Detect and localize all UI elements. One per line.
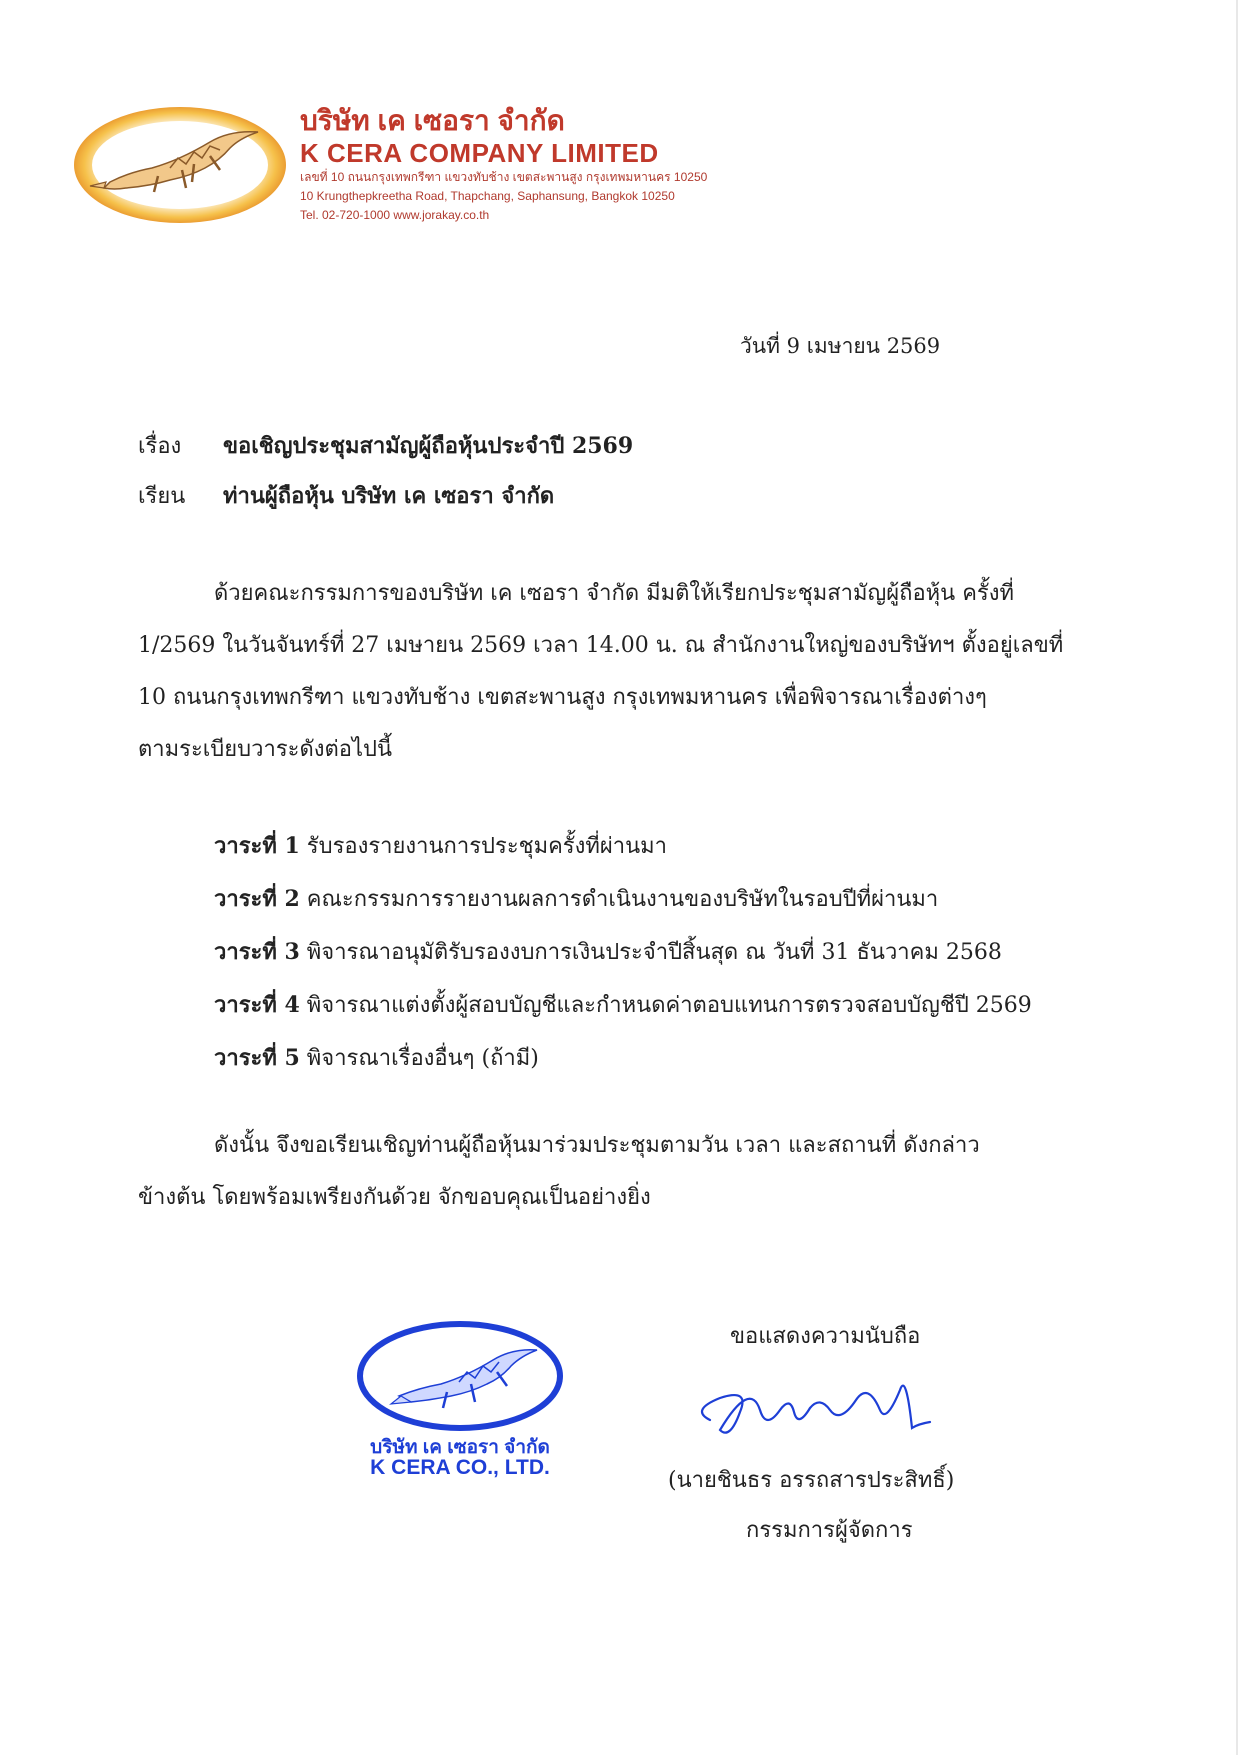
agenda-item: [214, 1032, 1032, 1085]
address-th: เลขที่ 10 ถนนกรุงเทพกรีฑา แขวงทับช้าง เขตสะพานสูง กรุงเทพมหานคร 10250: [300, 170, 708, 184]
agenda-item: [214, 873, 1032, 926]
crocodile-logo-icon: [70, 102, 290, 228]
letter-date: วันที่ 9 เมษายน 2569: [740, 334, 941, 358]
body-paragraph: [138, 568, 1076, 776]
contact-info: Tel. 02-720-1000 www.jorakay.co.th: [300, 208, 490, 222]
signer-name: (นายชินธร อรรถสารประสิทธิ์): [668, 1468, 955, 1493]
agenda-item: [214, 926, 1032, 979]
agenda-text: พิจารณาอนุมัติรับรองงบการเงินประจำปีสิ้นสุด ณ วันที่ 31 ธันวาคม 2568: [299, 940, 1002, 965]
agenda-text: รับรองรายงานการประชุมครั้งที่ผ่านมา: [299, 834, 667, 859]
body-line: ตามระเบียบวาระดังต่อไปนี้: [138, 737, 393, 762]
agenda-number: วาระที่ 4: [214, 992, 300, 1018]
subject-label: เรื่อง: [138, 434, 182, 459]
body-line: ด้วยคณะกรรมการของบริษัท เค เซอรา จำกัด มีมติให้เรียกประชุมสามัญผู้ถือหุ้น ครั้งที่: [214, 581, 1014, 606]
recipient-row: [138, 478, 554, 513]
address-en: 10 Krungthepkreetha Road, Thapchang, Saphansung, Bangkok 10250: [300, 189, 675, 203]
agenda-number: วาระที่ 2: [214, 886, 300, 912]
body-line: 1/2569 ในวันจันทร์ที่ 27 เมษายน 2569 เวลา 14.00 น. ณ สำนักงานใหญ่ของบริษัทฯ ตั้งอยู่เลขที่: [138, 633, 1064, 658]
conclusion-line: ดังนั้น จึงขอเรียนเชิญท่านผู้ถือหุ้นมาร่วมประชุมตามวัน เวลา และสถานที่ ดังกล่าว: [214, 1133, 980, 1158]
conclusion-paragraph: [138, 1120, 1076, 1224]
subject-value: ขอเชิญประชุมสามัญผู้ถือหุ้นประจำปี 2569: [223, 433, 634, 459]
agenda-text: พิจารณาแต่งตั้งผู้สอบบัญชีและกำหนดค่าตอบแทนการตรวจสอบบัญชีปี 2569: [299, 993, 1032, 1018]
letterhead-company: [300, 104, 707, 225]
agenda-text: คณะกรรมการรายงานผลการดำเนินงานของบริษัทในรอบปีที่ผ่านมา: [299, 887, 939, 912]
agenda-list: [214, 820, 1032, 1085]
subject-row: [138, 428, 633, 463]
handwritten-signature: [680, 1350, 950, 1460]
company-stamp: [355, 1320, 565, 1480]
recipient-value: ท่านผู้ถือหุ้น บริษัท เค เซอรา จำกัด: [223, 483, 555, 509]
agenda-number: วาระที่ 5: [214, 1045, 300, 1071]
agenda-text: พิจารณาเรื่องอื่นๆ (ถ้ามี): [299, 1046, 539, 1071]
recipient-label: เรียน: [138, 484, 186, 509]
company-name-en: K CERA COMPANY LIMITED: [300, 138, 659, 168]
agenda-number: วาระที่ 1: [214, 833, 300, 859]
signer-title: กรรมการผู้จัดการ: [746, 1518, 913, 1543]
agenda-item: [214, 979, 1032, 1032]
company-name-th: บริษัท เค เซอรา จำกัด: [300, 105, 565, 136]
stamp-name-en: K CERA CO., LTD.: [370, 1456, 550, 1479]
conclusion-line: ข้างต้น โดยพร้อมเพรียงกันด้วย จักขอบคุณเป็นอย่างยิ่ง: [138, 1185, 651, 1210]
body-line: 10 ถนนกรุงเทพกรีฑา แขวงทับช้าง เขตสะพานสูง กรุงเทพมหานคร เพื่อพิจารณาเรื่องต่างๆ: [138, 685, 987, 710]
stamp-crocodile-icon: [355, 1320, 565, 1432]
agenda-item: [214, 820, 1032, 873]
stamp-name-th: บริษัท เค เซอรา จำกัด: [370, 1437, 550, 1458]
closing-text: ขอแสดงความนับถือ: [730, 1324, 921, 1349]
agenda-number: วาระที่ 3: [214, 939, 300, 965]
page-edge: [1236, 0, 1238, 1755]
